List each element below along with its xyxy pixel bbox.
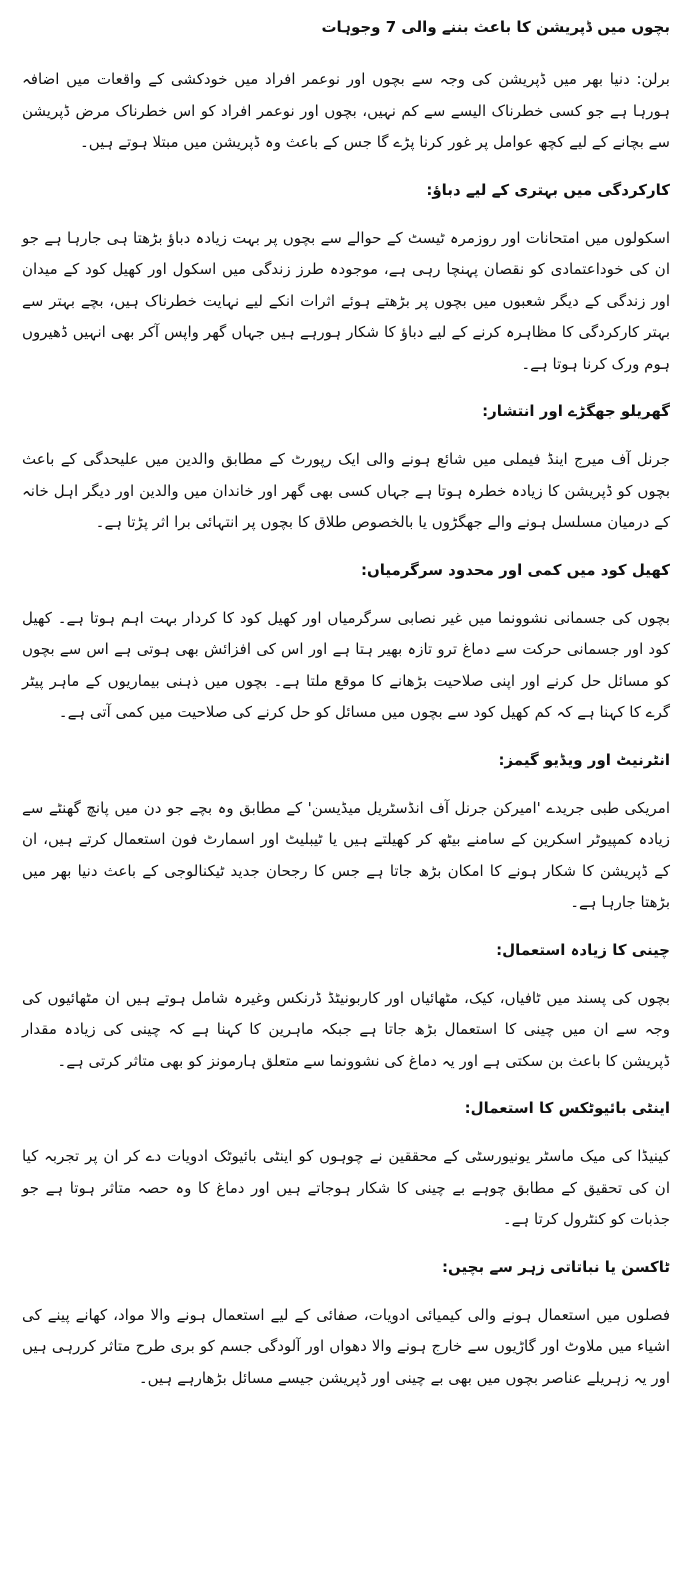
section-body-internet-games: امریکی طبی جریدے 'امیرکن جرنل آف انڈسٹریل میڈیسن' کے مطابق وہ بچے جو دن میں پانچ گھنٹے سے زیادہ کمپیوٹر اسکرین کے سامنے بیٹھ کر کھیلتے ہیں یا ٹیبلیٹ اور اسمارٹ فون استعمال کرتے ہیں، ان کے ڈپریشن کا شکار ہونے کا امکان بڑھ جاتا ہے جس کا رجحان جدید ٹیکنالوجی کے باعث دنیا بھر میں بڑھتا جارہا ہے۔ — [22, 798, 670, 911]
section-heading-performance-pressure: کارکردگی میں بہتری کے لیے دباؤ: — [426, 180, 670, 199]
section-body-sugar: بچوں کی پسند میں ٹافیاں، کیک، مٹھائیاں اور کاربونیٹڈ ڈرنکس وغیرہ شامل ہوتے ہیں ان مٹھائیوں کی وجہ سے ان میں چینی کا استعمال بڑھ جاتا ہے جبکہ ماہرین کا کہنا ہے کہ چینی کی زیادہ مقدار ڈپریشن کا باعث بن سکتی ہے اور یہ دماغ کی نشوونما سے متعلق ہارمونز کو بھی متاثر کرتی ہے۔ — [22, 988, 670, 1070]
section-body-domestic-conflict: جرنل آف میرج اینڈ فیملی میں شائع ہونے والی ایک رپورٹ کے مطابق والدین میں علیحدگی کے باعث بچوں کو ڈپریشن کا زیادہ خطرہ ہوتا ہے جہاں کسی بھی گھر اور خاندان میں والدین اور دیگر اہل خانہ کے درمیان مسلسل ہونے والے جھگڑوں یا بالخصوص طلاق کا بچوں پر انتہائی برا اثر پڑتا ہے۔ — [22, 450, 670, 531]
section-heading-less-play: کھیل کود میں کمی اور محدود سرگرمیاں: — [360, 560, 670, 579]
section-heading-internet-games: انٹرنیٹ اور ویڈیو گیمز: — [498, 750, 670, 769]
section-body-antibiotics: کینیڈا کی میک ماسٹر یونیورسٹی کے محققین نے چوہوں کو اینٹی بائیوٹک ادویات دے کر ان پر تجربہ کیا ان کی تحقیق کے مطابق چوہے بے چینی کا شکار ہوجاتے ہیں اور دماغ کا وہ حصہ متاثر ہوتا ہے جو جذبات کو کنٹرول کرتا ہے۔ — [22, 1147, 670, 1228]
section-body-less-play: بچوں کی جسمانی نشوونما میں غیر نصابی سرگرمیاں اور کھیل کود کا کردار بہت اہم ہوتا ہے۔ کھیل کود اور جسمانی حرکت سے دماغ ترو تازہ بھیر ہتا ہے اور اس کی افزائش بھی ہوتی ہے اس سے بچوں کو مسائل حل کرنے اور اپنی صلاحیت بڑھانے کا موقع ملتا ہے۔ بچوں میں ذہنی بیماریوں کے ماہر پیٹر گرے کا کہنا ہے کہ کم کھیل کود سے بچوں میں مسائل کو حل کرنے کی صلاحیت میں کمی آتی ہے۔ — [22, 608, 670, 721]
section-heading-sugar: چینی کا زیادہ استعمال: — [496, 940, 670, 959]
section-heading-toxins: ٹاکسن یا نباتاتی زہر سے بچیں: — [442, 1257, 670, 1276]
section-heading-antibiotics: اینٹی بائیوٹکس کا استعمال: — [464, 1099, 670, 1117]
article-intro: برلن: دنیا بھر میں ڈپریشن کی وجہ سے بچوں اور نوعمر افراد میں خودکشی کے واقعات میں اضافہ ہورہا ہے جو کسی خطرناک الیسے سے کم نہیں، بچوں اور نوعمر افراد کو اس خطرناک مرض ڈپریشن سے بچانے کے لیے کچھ عوامل پر غور کرنا پڑے گا جس کے باعث وہ ڈپریشن میں مبتلا ہوتے ہیں۔ — [22, 70, 670, 151]
article-title: بچوں میں ڈپریشن کا باعث بننے والی 7 وجوہات — [321, 18, 670, 36]
section-heading-domestic-conflict: گھریلو جھگڑے اور انتشار: — [482, 402, 670, 420]
section-body-toxins: فصلوں میں استعمال ہونے والی کیمیائی ادویات، صفائی کے لیے استعمال ہونے والا مواد، کھانے پینے کی اشیاء میں ملاوٹ اور گاڑیوں سے خارج ہونے والا دھواں اور آلودگی جسم کو بری طرح متاثر کررہی ہیں اور یہ زہریلے عناصر بچوں میں بھی بے چینی اور ڈپریشن جیسے مسائل بڑھارہے ہیں۔ — [22, 1305, 670, 1387]
section-body-performance-pressure: اسکولوں میں امتحانات اور روزمرہ ٹیسٹ کے حوالے سے بچوں پر بہت زیادہ دباؤ بڑھتا ہی جارہا ہے جو ان کی خوداعتمادی کو نقصان پہنچا رہی ہے، موجودہ طرز زندگی میں اسکول اور کھیل کود کے میدان اور زندگی کے دیگر شعبوں میں بچوں پر بڑھتے ہوئے اثرات انکے لیے نہایت خطرناک ہیں، بچے بہتر سے بہتر کارکردگی کا مظاہرہ کرنے کے لیے دباؤ کا شکار ہورہے ہیں جہاں گھر واپس آکر بھی انہیں ڈھیروں ہوم ورک کرنا ہوتا ہے۔ — [22, 228, 670, 373]
